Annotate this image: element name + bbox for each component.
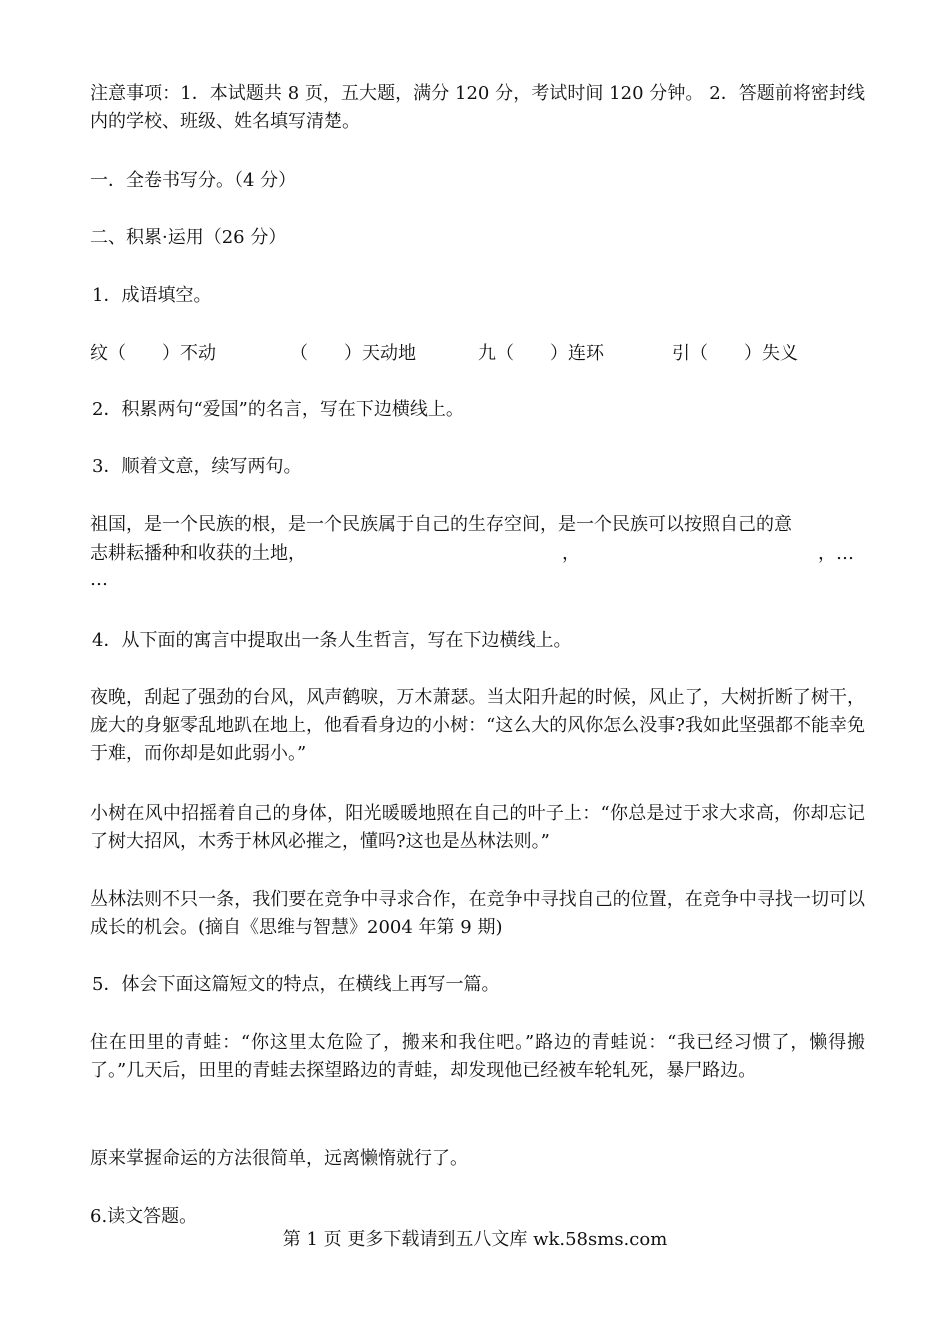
question-6: 6.读文答题。 xyxy=(90,1206,198,1227)
question-3-continuation-line xyxy=(90,540,865,568)
question-3-text-line-2: 志耕耘播种和收获的土地， xyxy=(90,543,306,564)
question-5: 5．体会下面这篇短文的特点，在横线上再写一篇。 xyxy=(92,974,500,995)
section-2-heading: 二、积累·运用（26 分） xyxy=(90,227,287,248)
question-3-ellipsis: … xyxy=(90,569,108,590)
story-paragraph-1: 住在田里的青蛙：“你这里太危险了，搬来和我住吧。”路边的青蛙说：“我已经习惯了，懒得搬了。”几天后，田里的青蛙去探望路边的青蛙，却发现他已经被车轮轧死，暴尸路边。 xyxy=(90,1032,865,1081)
fable-paragraph-1: 夜晚，刮起了强劲的台风，风声鹤唳，万木萧瑟。当太阳升起的时候，风止了，大树折断了树干，庞大的身躯零乱地趴在地上，他看看身边的小树：“这么大的风你怎么没事?我如此坚强都不能幸免于难，而你却是如此弱小。” xyxy=(90,687,865,764)
question-1: 1．成语填空。 xyxy=(92,285,212,306)
section-1-heading: 一．全卷书写分。（4 分） xyxy=(90,170,297,191)
blank-comma-2: ，… xyxy=(818,543,854,564)
question-4: 4．从下面的寓言中提取出一条人生哲言，写在下边横线上。 xyxy=(92,630,572,651)
exam-notice: 注意事项：1．本试题共 8 页，五大题，满分 120 分，考试时间 120 分钟。 2．答题前将密封线内的学校、班级、姓名填写清楚。 xyxy=(90,83,865,132)
idiom-2: （ ）天动地 xyxy=(290,343,416,364)
idiom-3: 九（ ）连环 xyxy=(478,343,604,364)
question-2: 2．积累两句“爱国”的名言，写在下边横线上。 xyxy=(92,399,464,420)
question-3: 3．顺着文意，续写两句。 xyxy=(92,456,302,477)
story-paragraph-2: 原来掌握命运的方法很简单，远离懒惰就行了。 xyxy=(90,1148,468,1169)
fable-paragraph-3: 丛林法则不只一条，我们要在竞争中寻求合作，在竞争中寻找自己的位置，在竞争中寻找一切可以成长的机会。(摘自《思维与智慧》2004 年第 9 期) xyxy=(90,889,865,938)
idiom-1: 纹（ ）不动 xyxy=(90,343,216,364)
idiom-fill-blanks xyxy=(90,340,865,368)
idiom-4: 引（ ）失义 xyxy=(672,343,798,364)
fable-paragraph-2: 小树在风中招摇着自己的身体，阳光暖暖地照在自己的叶子上：“你总是过于求大求高，你却忘记了树大招风，木秀于林风必摧之，懂吗?这也是丛林法则。” xyxy=(90,803,865,852)
question-3-text-line-1: 祖国，是一个民族的根，是一个民族属于自己的生存空间，是一个民族可以按照自己的意 xyxy=(90,514,792,535)
blank-comma-1: ， xyxy=(562,543,580,564)
page-footer: 第 1 页 更多下载请到五八文库 wk.58sms.com xyxy=(282,1229,668,1250)
